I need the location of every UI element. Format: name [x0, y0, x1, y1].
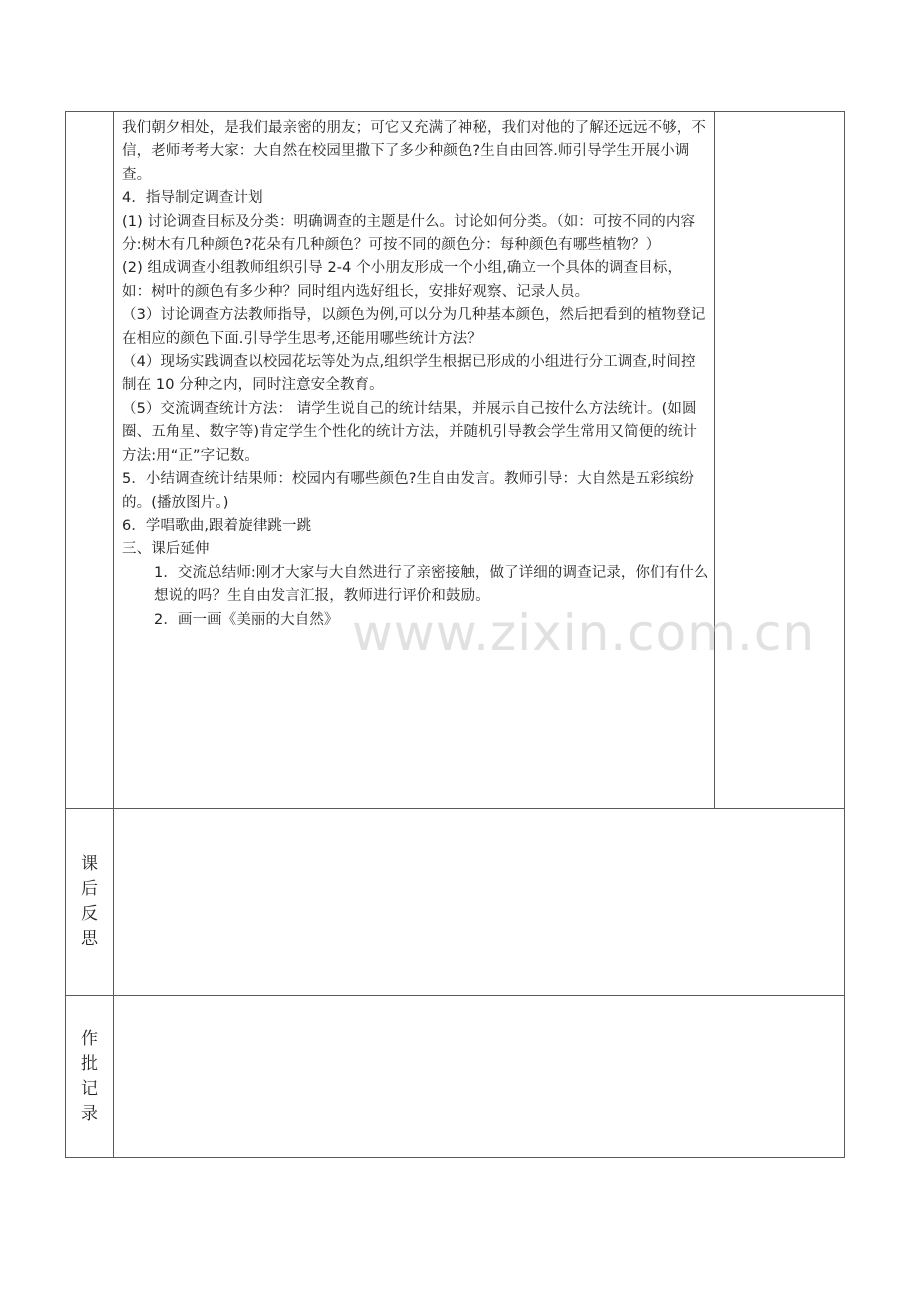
- content-paragraph: 4．指导制定调查计划: [122, 190, 263, 207]
- notes-cell: [715, 112, 845, 809]
- content-paragraph: 6．学唱歌曲,跟着旋律跳一跳: [122, 517, 312, 534]
- reflection-label: 课 后 反 思: [66, 809, 114, 996]
- extension-item: 2．画一画《美丽的大自然》: [154, 611, 339, 628]
- content-paragraph: （5）交流调查统计方法： 请学生说自己的统计结果，并展示自己按什么方法统计。(如圆圈、五角星、数字等)肯定学生个性化的统计方法，并随机引导教会学生常用又简便的统计方法:用“正”字记数。: [122, 400, 698, 464]
- content-paragraph: (2) 组成调查小组教师组织引导 2-4 个小朋友形成一个小组,确立一个具体的调查目标，如：树叶的颜色有多少种？同时组内选好组长，安排好观察、记录人员。: [122, 260, 683, 300]
- reflection-content-cell: [114, 809, 845, 996]
- lesson-plan-table: [65, 111, 845, 1158]
- row-label-cell-empty: [66, 112, 114, 809]
- content-paragraph: (1) 讨论调查目标及分类：明确调查的主题是什么。讨论如何分类。（如：可按不同的内容分:树木有几种颜色?花朵有几种颜色？可按不同的颜色分：每种颜色有哪些植物？）: [122, 213, 696, 254]
- content-paragraph: （3）讨论调查方法教师指导，以颜色为例,可以分为几种基本颜色，然后把看到的植物登记在相应的颜色下面.引导学生思考,还能用哪些统计方法？: [122, 307, 706, 347]
- reflection-row: [66, 809, 845, 996]
- content-paragraph: 我们朝夕相处，是我们最亲密的朋友；可它又充满了神秘，我们对他的了解还远远不够，不信，老师考考大家：大自然在校园里撒下了多少种颜色?生自由回答.师引导学生开展小调查。: [122, 120, 706, 183]
- homework-content-cell: [114, 996, 845, 1158]
- content-paragraph: （4）现场实践调查以校园花坛等处为点,组织学生根据已形成的小组进行分工调查,时间控制在 10 分种之内，同时注意安全教育。: [122, 354, 696, 394]
- lesson-process-row: [66, 112, 845, 809]
- lesson-content: [114, 112, 714, 632]
- homework-row: [66, 996, 845, 1158]
- extension-item: 1．交流总结师:刚才大家与大自然进行了亲密接触，做了详细的调查记录，你们有什么想说的吗？生自由发言汇报，教师进行评价和鼓励。: [154, 564, 709, 605]
- homework-record-label: 作 批 记 录: [66, 996, 114, 1158]
- lesson-content-cell: [114, 112, 715, 809]
- watermark: www.zixin.com.cn: [352, 604, 816, 662]
- section-heading: 三、课后延伸: [122, 541, 210, 558]
- content-paragraph: 5．小结调查统计结果师：校园内有哪些颜色?生自由发言。教师引导：大自然是五彩缤纷的。(播放图片。): [122, 471, 694, 511]
